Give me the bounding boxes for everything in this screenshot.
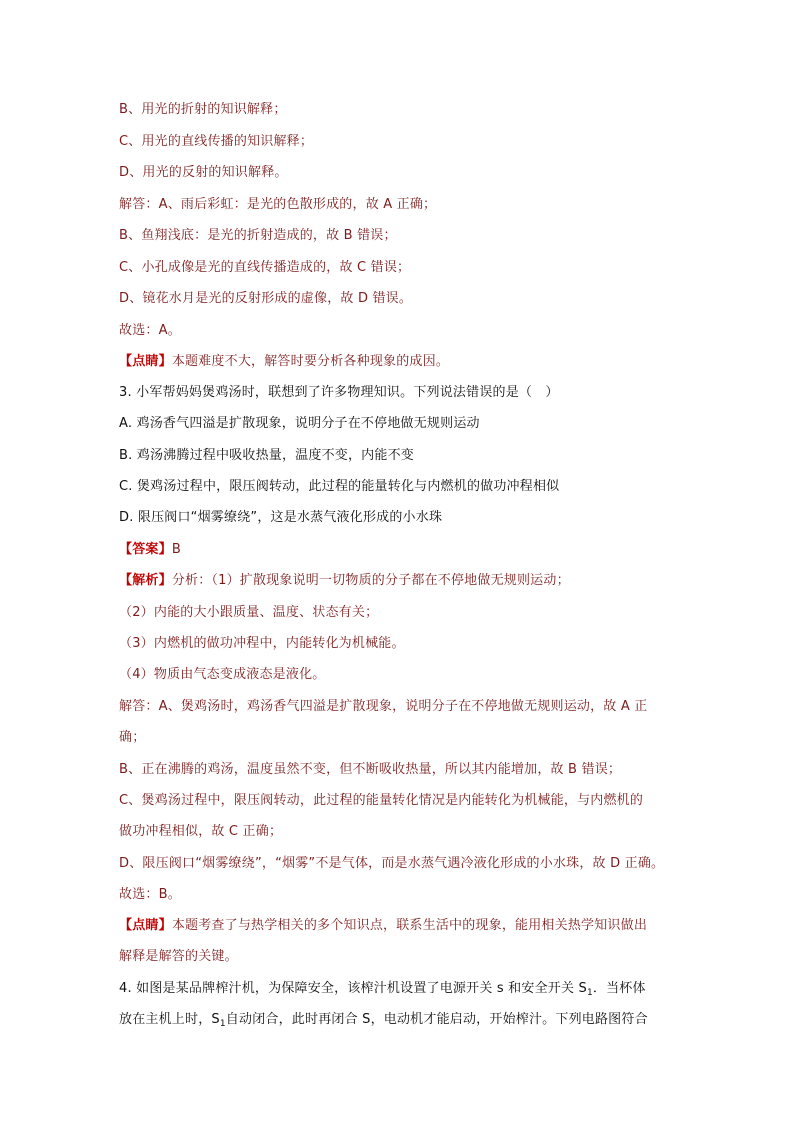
solution-d-line: D、限压阀口“烟雾缭绕”，“烟雾”不是气体，而是水蒸气遇冷液化形成的小水珠，故 D 正确。: [119, 856, 665, 871]
option-explanation-b: B、用光的折射的知识解释；: [119, 102, 287, 117]
comment-line-2: [119, 916, 647, 936]
solution-line-d: D、镜花水月是光的反射形成的虚像，故 D 错误。: [119, 291, 413, 306]
solution-a-line-1: 解答：A、煲鸡汤时，鸡汤香气四溢是扩散现象，说明分子在不停地做无规则运动，故 A 正: [119, 699, 648, 714]
question-4-text-2b: 自动闭合，此时再闭合 S，电动机才能启动，开始榨汁。下列电路图符合: [225, 1012, 648, 1027]
choice-result: 故选：A。: [119, 323, 181, 338]
analysis-line-1: [119, 571, 570, 591]
question-4-text-1: 4. 如图是某品牌榨汁机，为保障安全，该榨汁机设置了电源开关 s 和安全开关 S: [119, 981, 587, 996]
question-3-option-b: B. 鸡汤沸腾过程中吸收热量，温度不变，内能不变: [119, 448, 414, 463]
solution-c-line-2: 做功冲程相似，故 C 正确；: [119, 824, 283, 839]
choice-result-2: 故选：B。: [119, 887, 181, 902]
solution-c-line-1: C、煲鸡汤过程中，限压阀转动，此过程的能量转化情况是内能转化为机械能，与内燃机的: [119, 793, 644, 808]
solution-a-line-2: 确；: [119, 730, 146, 745]
option-explanation-c: C、用光的直线传播的知识解释；: [119, 134, 314, 149]
question-3-option-a: A. 鸡汤香气四溢是扩散现象，说明分子在不停地做无规则运动: [119, 416, 480, 431]
analysis-line-2: （2）内能的大小跟质量、温度、状态有关；: [119, 605, 379, 620]
solution-line-a: 解答：A、雨后彩虹：是光的色散形成的，故 A 正确；: [119, 197, 437, 212]
analysis-tag: 【解析】: [119, 573, 172, 588]
comment-line-2b: 解释是解答的关键。: [119, 949, 238, 964]
solution-line-b: B、鱼翔浅底：是光的折射造成的，故 B 错误；: [119, 228, 397, 243]
answer-value: B: [171, 542, 181, 557]
analysis-line-4: （4）物质由气态变成液态是液化。: [119, 667, 326, 682]
solution-line-c: C、小孔成像是光的直线传播造成的，故 C 错误；: [119, 260, 411, 275]
comment-text: 本题难度不大，解答时要分析各种现象的成因。: [171, 354, 450, 369]
answer-line: [119, 540, 181, 560]
question-3-option-c: C. 煲鸡汤过程中，限压阀转动，此过程的能量转化与内燃机的做功冲程相似: [119, 479, 560, 494]
question-4-line-2: [119, 1010, 648, 1034]
analysis-line-3: （3）内燃机的做功冲程中，内能转化为机械能。: [119, 636, 405, 651]
subscript-1: 1: [586, 988, 593, 998]
answer-tag: 【答案】: [119, 542, 172, 557]
question-4-line-1: [119, 979, 646, 1003]
solution-b-line: B、正在沸腾的鸡汤，温度虽然不变，但不断吸收热量，所以其内能增加，故 B 错误；: [119, 762, 622, 777]
comment-tag: 【点睛】: [119, 354, 172, 369]
analysis-text-1: 分析：（1）扩散现象说明一切物质的分子都在不停地做无规则运动；: [171, 573, 570, 588]
question-3-stem: 3. 小军帮妈妈煲鸡汤时，联想到了许多物理知识。下列说法错误的是（ ）: [119, 385, 559, 400]
question-3-option-d: D. 限压阀口“烟雾缭绕”，这是水蒸气液化形成的小水珠: [119, 510, 443, 525]
question-4-text-1-end: ．当杯体: [592, 981, 646, 996]
option-explanation-d: D、用光的反射的知识解释。: [119, 165, 288, 180]
comment-text-2: 本题考查了与热学相关的多个知识点，联系生活中的现象，能用相关热学知识做出: [171, 918, 648, 933]
subscript-2: 1: [219, 1019, 226, 1029]
comment-line: [119, 352, 449, 372]
question-4-text-2a: 放在主机上时，S: [119, 1012, 220, 1027]
comment-tag-2: 【点睛】: [119, 918, 172, 933]
